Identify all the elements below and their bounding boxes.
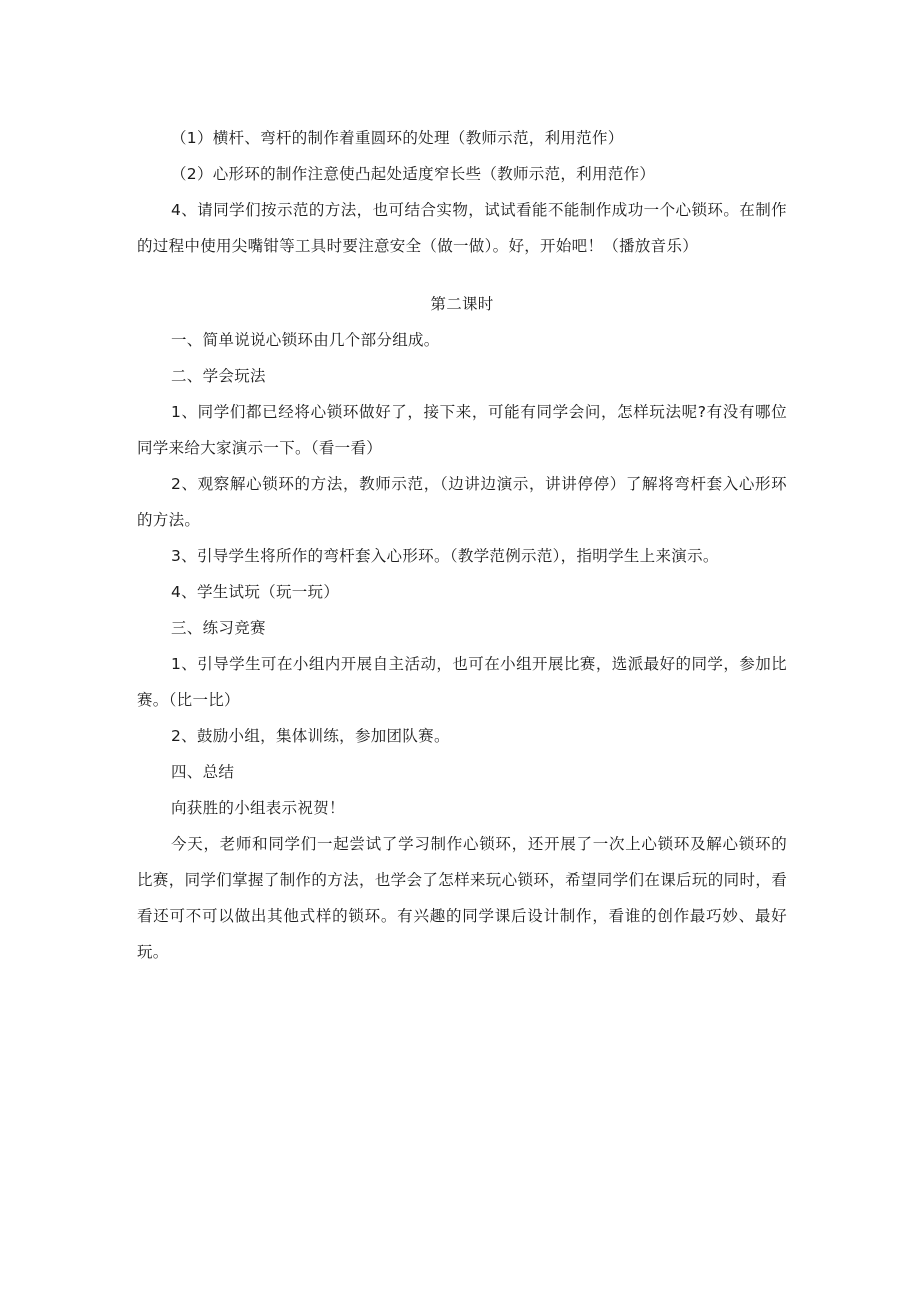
play-step-3-paragraph: 3、引导学生将所作的弯杆套入心形环。（教学范例示范），指明学生上来演示。 [171, 547, 719, 565]
contest-step-1-paragraph: 1、引导学生可在小组内开展自主活动，也可在小组开展比赛，选派最好的同学，参加比赛。（比一比） [137, 655, 787, 709]
contest-step-2-paragraph: 2、鼓励小组，集体训练，参加团队赛。 [171, 727, 450, 745]
step-4-paragraph: 4、请同学们按示范的方法，也可结合实物，试试看能不能制作成功一个心锁环。在制作的过程中使用尖嘴钳等工具时要注意安全（做一做）。好，开始吧！（播放音乐） [137, 201, 787, 255]
section-heading: 第二课时 [430, 295, 494, 313]
step-1-paragraph: （1）横杆、弯杆的制作着重圆环的处理（教师示范，利用范作） [171, 129, 624, 147]
section-one-heading: 一、简单说说心锁环由几个部分组成。 [171, 331, 440, 349]
section-four-heading: 四、总结 [171, 763, 235, 781]
document-body [137, 120, 787, 970]
summary-paragraph: 今天，老师和同学们一起尝试了学习制作心锁环，还开展了一次上心锁环及解心锁环的比赛，同学们掌握了制作的方法，也学会了怎样来玩心锁环，希望同学们在课后玩的同时，看看还可不可以做出其他式样的锁环。有兴趣的同学课后设计制作，看谁的创作最巧妙、最好玩。 [137, 835, 787, 961]
section-two-heading: 二、学会玩法 [171, 367, 266, 385]
step-2-paragraph: （2）心形环的制作注意使凸起处适度窄长些（教师示范，利用范作） [171, 165, 656, 183]
play-step-1-paragraph: 1、同学们都已经将心锁环做好了，接下来，可能有同学会问，怎样玩法呢?有没有哪位同学来给大家演示一下。（看一看） [137, 403, 787, 457]
play-step-4-paragraph: 4、学生试玩（玩一玩） [171, 583, 340, 601]
section-three-heading: 三、练习竞赛 [171, 619, 266, 637]
play-step-2-paragraph: 2、观察解心锁环的方法，教师示范，（边讲边演示，讲讲停停）了解将弯杆套入心形环的方法。 [137, 475, 787, 529]
congratulation-paragraph: 向获胜的小组表示祝贺！ [171, 799, 345, 817]
section-gap [137, 264, 787, 286]
